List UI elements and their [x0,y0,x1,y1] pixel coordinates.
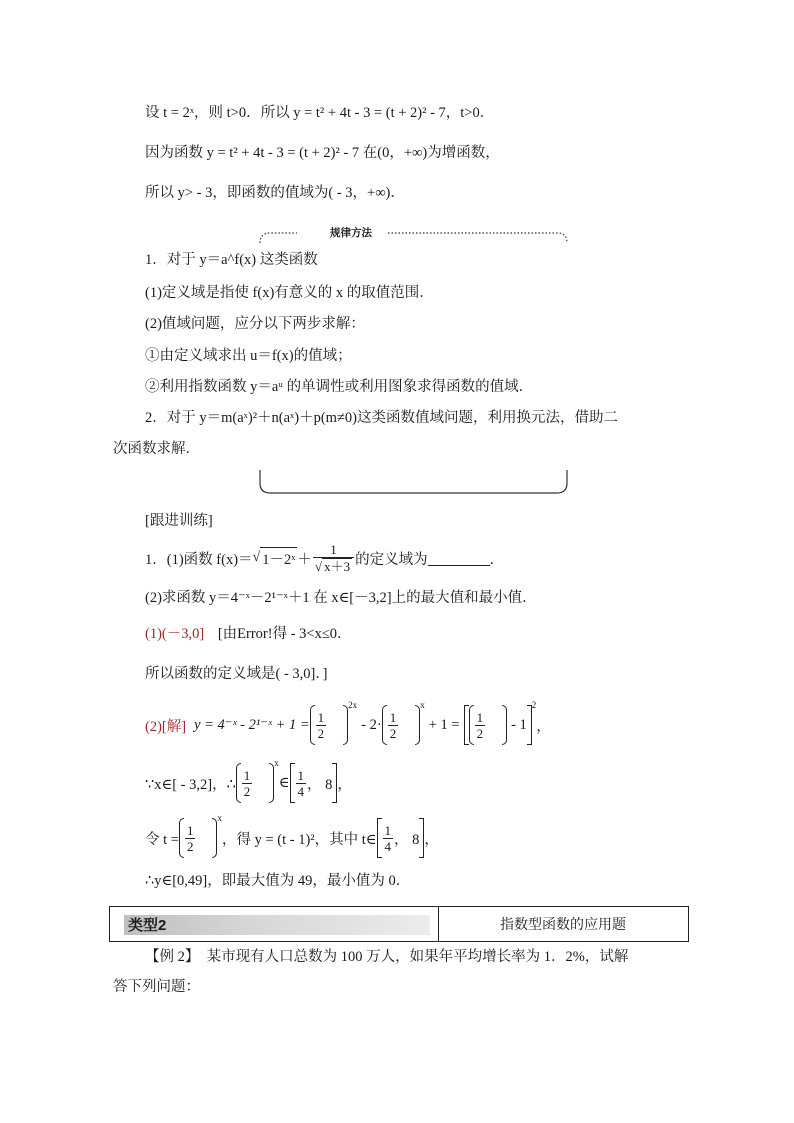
type2-tag: 类型2 [128,917,167,934]
since-end: ， [337,776,352,793]
type2-tag-bar [124,915,430,935]
example-line1: 【例 2】 某市现有人口总数为 100 万人，如果年平均增长率为 1．2%，试解 [145,949,629,965]
frac-half-numerator-2: 1 [389,709,397,725]
q1-prefix: 1．(1)函数 f(x)＝ [145,551,253,568]
frac-half-denominator: 2 [317,725,325,741]
let-end: ， [424,831,439,848]
q1-suffix: 的定义域为 [355,551,428,568]
solution-end: ， [536,718,551,735]
exponent-2: 2 [531,700,537,710]
method-item1-title: 1．对于 y＝a^f(x) 这类函数 [145,252,318,268]
exponent-2x: 2x [348,700,358,710]
solution-expr-c: + 1 = [428,716,460,733]
frac-half-numerator-3: 1 [476,709,484,725]
method-item1-b: (2)值域问题，应分以下两步求解： [145,316,365,332]
q1-sqrt-content: 1－2ˣ [260,547,297,569]
conclusion-line: ∴y∈[0,49]，即最大值为 49，最小值为 0． [145,873,411,889]
text-line-increasing: 因为函数 y = t² + 4t - 3 = (t + 2)² - 7 在(0，+∞)为增函数， [145,145,500,161]
solution-expr-a: y = 4⁻ˣ - 2¹⁻ˣ + 1 = [194,716,310,733]
method-item2-line2: 次函数求解． [113,441,200,457]
type2-header [109,906,689,942]
answer-1-1-conclusion: 所以函数的定义域是( - 3,0]．] [145,666,328,682]
method-box-label: 规律方法 [330,227,372,239]
frac-half-denominator-2: 2 [389,725,397,741]
text-line-substitution: 设 t = 2ˣ，则 t>0．所以 y = t² + 4t - 3 = (t + 2)² - 7，t>0． [145,105,495,121]
method-item1-c: ①由定义域求出 u＝f(x)的值域； [145,348,352,364]
frac-half-denominator-4: 2 [243,783,251,799]
frac-quarter-numerator: 1 [297,767,305,783]
solution-expression [145,702,551,748]
frac-half-numerator-5: 1 [186,822,194,838]
frac-half-denominator-3: 2 [476,725,484,741]
q1-fraction: $\frac{1}{√ x+3}$ [313,542,354,574]
solution-expr-b: - 2· [361,716,382,733]
range-upper-2: ， 8 [394,831,420,848]
let-a: 令 t = [145,831,179,848]
let-b: ，得 y = (t - 1)²，其中 t∈ [221,831,377,848]
solution-tag: (2)[解] [145,718,187,735]
since-line [145,760,352,806]
q1-frac-numerator: 1 [313,542,354,558]
exponent-x-2: x [274,758,279,768]
let-line [145,815,439,861]
q1-frac-denominator: x＋3 [324,559,351,574]
range-upper: ， 8 [307,776,333,793]
exponent-x: x [420,700,425,710]
frac-half-numerator-4: 1 [243,767,251,783]
type2-title: 指数型函数的应用题 [500,916,626,932]
answer-1-1 [145,624,352,644]
exponent-x-3: x [217,813,222,823]
frac-quarter-numerator-2: 1 [384,822,392,838]
method-item1-a: (1)定义域是指使 f(x)有意义的 x 的取值范围． [145,285,434,301]
example-line2: 答下列问题： [113,979,200,995]
q1-plus: ＋ [297,551,312,568]
frac-quarter-denominator: 4 [297,783,305,799]
frac-half-numerator: 1 [317,709,325,725]
q1-end: ． [489,551,505,568]
frac-half-denominator-5: 2 [186,838,194,854]
answer-1-1-result: (1)(－3,0] [145,626,205,642]
text-line-range: 所以 y> - 3，即函数的值域为( - 3，+∞)． [145,185,405,201]
practice-label: [跟进训练] [145,513,213,529]
frac-quarter-denominator-2: 4 [384,838,392,854]
question-1-2: (2)求函数 y＝4⁻ˣ－2¹⁻ˣ＋1 在 x∈[－3,2]上的最大值和最小值． [145,590,537,606]
type2-tag-cell [110,907,439,941]
question-1-1: 1．(1)函数 f(x)＝ √ 1－2ˣ ＋ $\frac{1}{√ x+3}$ 的定义域为 ． [145,542,505,574]
since-a: ∵x∈[ - 3,2]，∴ [145,776,236,793]
method-item2-line1: 2．对于 y＝m(aˣ)²＋n(aˣ)＋p(m≠0)这类函数值域问题，利用换元法，借助二 [145,410,618,426]
solution-expr-d: - 1 [511,716,527,733]
q1-answer-blank [428,551,490,566]
since-b: ∈ [278,774,290,791]
answer-1-1-reason: [由Error!得 - 3<x≤0． [217,626,352,642]
method-item1-d: ②利用指数函数 y＝aᵘ 的单调性或利用图象求得函数的值域． [145,379,534,395]
